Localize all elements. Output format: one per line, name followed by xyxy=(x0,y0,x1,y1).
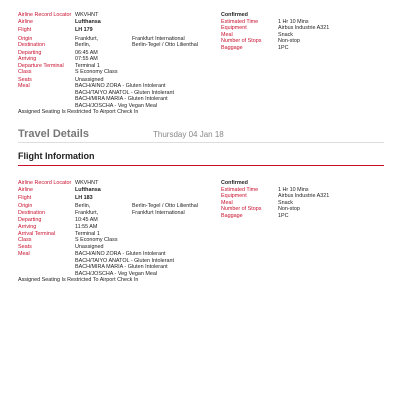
class-value: S Economy Class xyxy=(75,237,118,243)
destination-airport: Berlin-Tegel / Otto Lilienthal xyxy=(132,42,198,48)
destination-city: Frankfurt, xyxy=(75,210,99,216)
origin-airport: Berlin-Tegel / Otto Lilienthal xyxy=(132,203,198,209)
baggage-row xyxy=(221,45,289,52)
terminal-label: Departure Terminal xyxy=(18,62,64,69)
meal-passenger-4: BACH/JOSCHA - Veg Vegan Meal xyxy=(75,270,158,277)
airline-value: Lufthansa xyxy=(75,18,101,25)
airline-value: Lufthansa xyxy=(75,187,101,193)
flight-number: LH 179 xyxy=(75,27,93,33)
flight-label: Flight xyxy=(18,195,32,201)
record-locator-row xyxy=(18,180,98,187)
estimated-time-value: 1 Hr 10 Mins xyxy=(278,18,309,25)
origin-row xyxy=(18,203,198,210)
travel-date: Thursday 04 Jan 18 xyxy=(153,130,224,139)
seats-label: Seats xyxy=(18,244,32,250)
baggage-row xyxy=(221,213,289,220)
flight-number: LH 183 xyxy=(75,195,93,201)
stops-label: Number of Stops xyxy=(221,38,262,44)
arriving-time: 11:55 AM xyxy=(75,224,98,230)
stops-value: Non-stop xyxy=(278,206,300,212)
equipment-label: Equipment xyxy=(221,193,247,199)
terminal-label: Arrival Terminal xyxy=(18,230,56,237)
terminal-value: Terminal 1 xyxy=(75,62,100,69)
meal-service-label: Meal xyxy=(221,199,233,206)
meal-passenger-3: BACH/MIRA MARIA - Gluten Intolerant xyxy=(75,264,168,270)
destination-airport: Frankfurt International xyxy=(132,210,185,216)
seating-note: Assigned Seating Is Restricted To Airport Check In xyxy=(18,109,139,115)
destination-city: Berlin, xyxy=(75,42,91,48)
airline-row xyxy=(18,19,101,26)
estimated-time-label: Estimated Time xyxy=(221,18,259,25)
equipment-label: Equipment xyxy=(221,25,247,31)
equipment-value: Airbus Industrie A321 xyxy=(278,25,330,31)
meal-service-value: Snack xyxy=(278,199,293,206)
class-value: S Economy Class xyxy=(75,69,118,75)
seats-label: Seats xyxy=(18,76,32,83)
equipment-value: Airbus Industrie A321 xyxy=(278,193,330,199)
record-locator-value: WKVHNT xyxy=(75,180,99,186)
baggage-label: Baggage xyxy=(221,44,243,51)
meal-service-value: Snack xyxy=(278,31,293,38)
travel-details-title: Travel Details xyxy=(18,128,89,140)
origin-city: Berlin, xyxy=(75,203,91,209)
record-locator-value: WKVHNT xyxy=(75,12,99,18)
flight-label: Flight xyxy=(18,27,32,33)
origin-city: Frankfurt, xyxy=(75,35,99,42)
estimated-time-value: 1 Hr 10 Mins xyxy=(278,186,309,193)
origin-label: Origin xyxy=(18,35,33,42)
meal-passenger-1: BACH/AINO ZORA - Gluten Intolerant xyxy=(75,83,166,89)
arriving-label: Arriving xyxy=(18,224,37,230)
meal-service-label: Meal xyxy=(221,31,233,38)
record-locator-label: Airline Record Locator xyxy=(18,180,72,186)
stops-label: Number of Stops xyxy=(221,206,262,212)
seating-note: Assigned Seating Is Restricted To Airport Check In xyxy=(18,277,139,283)
record-locator-label: Airline Record Locator xyxy=(18,12,72,18)
seats-row xyxy=(18,244,103,251)
terminal-value: Terminal 1 xyxy=(75,230,100,237)
airline-row xyxy=(18,187,101,194)
class-label: Class xyxy=(18,237,32,243)
baggage-value: 1PC xyxy=(278,44,289,51)
departing-time: 06:45 AM xyxy=(75,49,98,56)
baggage-label: Baggage xyxy=(221,212,243,219)
departing-label: Departing xyxy=(18,217,42,223)
seats-value: Unassigned xyxy=(75,76,104,83)
baggage-value: 1PC xyxy=(278,212,289,219)
meal-passenger-2: BACH/TAIYO ANATOL - Gluten Intolerant xyxy=(75,89,174,96)
departing-row xyxy=(18,217,98,224)
meal-label: Meal xyxy=(18,251,30,257)
origin-label: Origin xyxy=(18,203,33,209)
flight-row xyxy=(18,195,93,202)
destination-row xyxy=(18,42,198,49)
travel-details-header xyxy=(18,126,384,143)
airline-label: Airline xyxy=(18,18,33,25)
airline-label: Airline xyxy=(18,187,33,193)
destination-label: Destination xyxy=(18,42,45,48)
meal-label: Meal xyxy=(18,83,30,89)
status-badge: Confirmed xyxy=(221,12,248,18)
flight-row xyxy=(18,27,93,34)
flight-information-header xyxy=(18,150,384,166)
status-badge: Confirmed xyxy=(221,180,248,186)
arriving-time: 07:55 AM xyxy=(75,56,98,62)
destination-row xyxy=(18,210,185,217)
departing-time: 10:45 AM xyxy=(75,217,98,223)
flight-information-title: Flight Information xyxy=(18,151,95,161)
seats-value: Unassigned xyxy=(75,244,104,250)
class-row xyxy=(18,237,118,244)
origin-airport: Frankfurt International xyxy=(132,35,185,42)
meal-passenger-4: BACH/JOSCHA - Veg Vegan Meal xyxy=(75,102,158,109)
stops-value: Non-stop xyxy=(278,38,300,44)
meal-passenger-1: BACH/AINO ZORA - Gluten Intolerant xyxy=(75,251,166,257)
estimated-time-label: Estimated Time xyxy=(221,186,259,193)
arriving-label: Arriving xyxy=(18,56,37,62)
class-label: Class xyxy=(18,69,32,75)
meal-passenger-3: BACH/MIRA MARIA - Gluten Intolerant xyxy=(75,96,168,102)
meal-passenger-2: BACH/TAIYO ANATOL - Gluten Intolerant xyxy=(75,257,174,264)
destination-label: Destination xyxy=(18,210,45,216)
class-row xyxy=(18,69,118,76)
departing-label: Departing xyxy=(18,49,42,56)
